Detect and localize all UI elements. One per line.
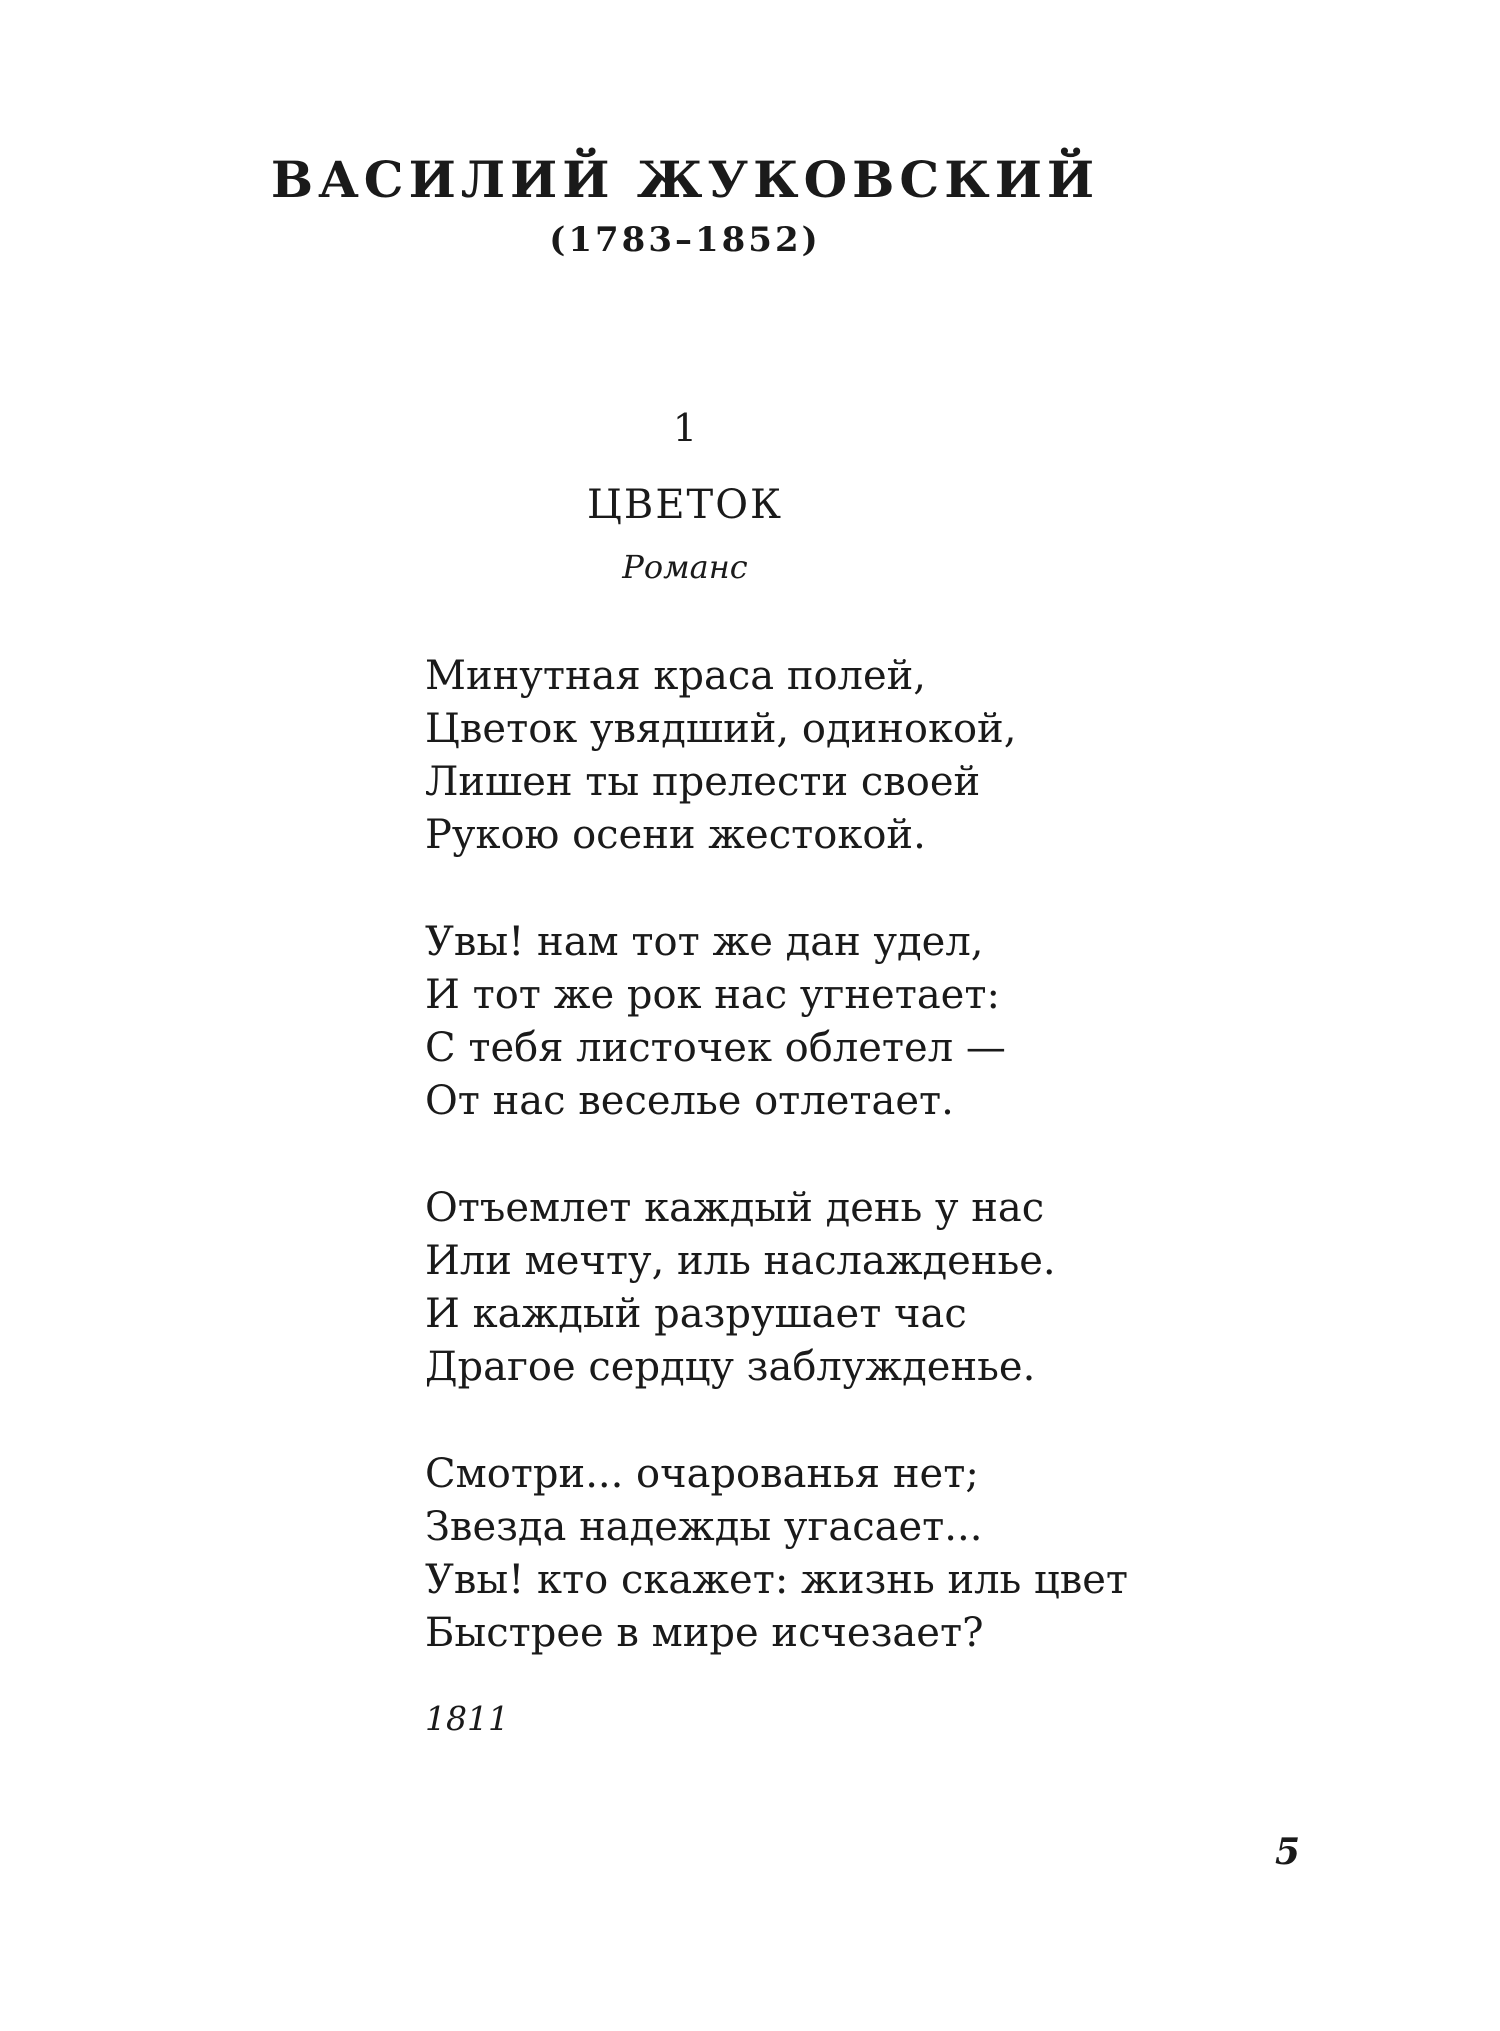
poem-line: Увы! нам тот же дан удел, (425, 919, 984, 965)
poem-line: Увы! кто скажет: жизнь иль цвет (425, 1557, 1129, 1603)
poem-line: Цветок увядший, одинокой, (425, 706, 1017, 752)
poem-line: И тот же рок нас угнетает: (425, 972, 1000, 1018)
author-name: ВАСИЛИЙ ЖУКОВСКИЙ (270, 150, 1100, 209)
poem-line: И каждый разрушает час (425, 1291, 967, 1337)
poem-date: 1811 (425, 1699, 509, 1738)
poem-line: Быстрее в мире исчезает? (425, 1610, 984, 1656)
stanza-1 (425, 650, 1325, 862)
poem-line: Отъемлет каждый день у нас (425, 1185, 1045, 1231)
poem-title: ЦВЕТОК (587, 482, 783, 528)
poem-line: Звезда надежды угасает... (425, 1504, 983, 1550)
poem-line: Рукою осени жестокой. (425, 812, 926, 858)
poem-body (425, 650, 1325, 1714)
author-years: (1783–1852) (549, 220, 821, 260)
poem-line: Минутная краса полей, (425, 653, 927, 699)
poem-line: Смотри... очарованья нет; (425, 1451, 979, 1497)
poem-line: С тебя листочек облетел — (425, 1025, 1006, 1071)
poem-number: 1 (672, 406, 698, 450)
poem-line: Драгое сердцу заблужденье. (425, 1344, 1036, 1390)
stanza-3 (425, 1182, 1325, 1394)
poem-line: Или мечту, иль наслажденье. (425, 1238, 1056, 1284)
stanza-4 (425, 1448, 1325, 1660)
poem-line: От нас веселье отлетает. (425, 1078, 954, 1124)
page-number: 5 (1274, 1831, 1300, 1873)
poem-subtitle: Романс (622, 548, 748, 586)
stanza-2 (425, 916, 1325, 1128)
poem-line: Лишен ты прелести своей (425, 759, 981, 805)
